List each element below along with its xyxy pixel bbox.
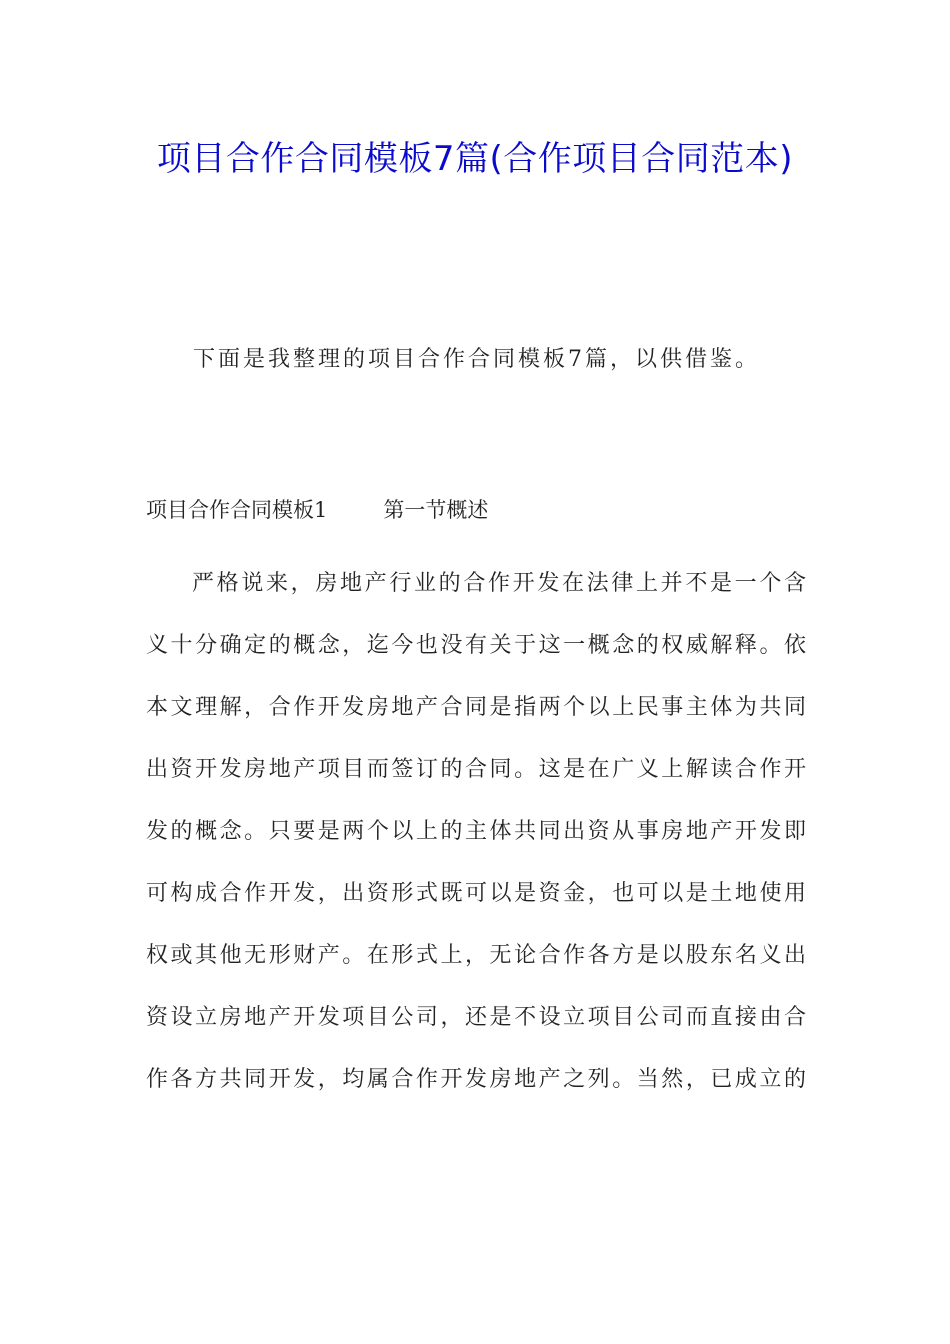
body-line: 资设立房地产开发项目公司，还是不设立项目公司而直接由合 — [146, 1005, 806, 1030]
body-line: 权或其他无形财产。在形式上，无论合作各方是以股东名义出 — [146, 943, 806, 968]
body-line: 本文理解，合作开发房地产合同是指两个以上民事主体为共同 — [146, 695, 806, 720]
body-paragraph — [146, 566, 806, 1124]
body-line: 发的概念。只要是两个以上的主体共同出资从事房地产开发即 — [146, 819, 806, 844]
document-title: 项目合作合同模板7篇(合作项目合同范本) — [156, 139, 794, 179]
body-line: 严格说来，房地产行业的合作开发在法律上并不是一个含 — [192, 571, 806, 596]
body-line: 作各方共同开发，均属合作开发房地产之列。当然，已成立的 — [146, 1067, 806, 1092]
intro-paragraph: 下面是我整理的项目合作合同模板7篇，以供借鉴。 — [193, 347, 760, 372]
body-line: 出资开发房地产项目而签订的合同。这是在广义上解读合作开 — [146, 757, 806, 782]
section-heading — [146, 492, 488, 528]
section-title: 第一节概述 — [383, 498, 489, 522]
section-label: 项目合作合同模板1 — [146, 498, 328, 522]
body-line: 可构成合作开发，出资形式既可以是资金，也可以是土地使用 — [146, 881, 806, 906]
body-line: 义十分确定的概念，迄今也没有关于这一概念的权威解释。依 — [146, 633, 806, 658]
